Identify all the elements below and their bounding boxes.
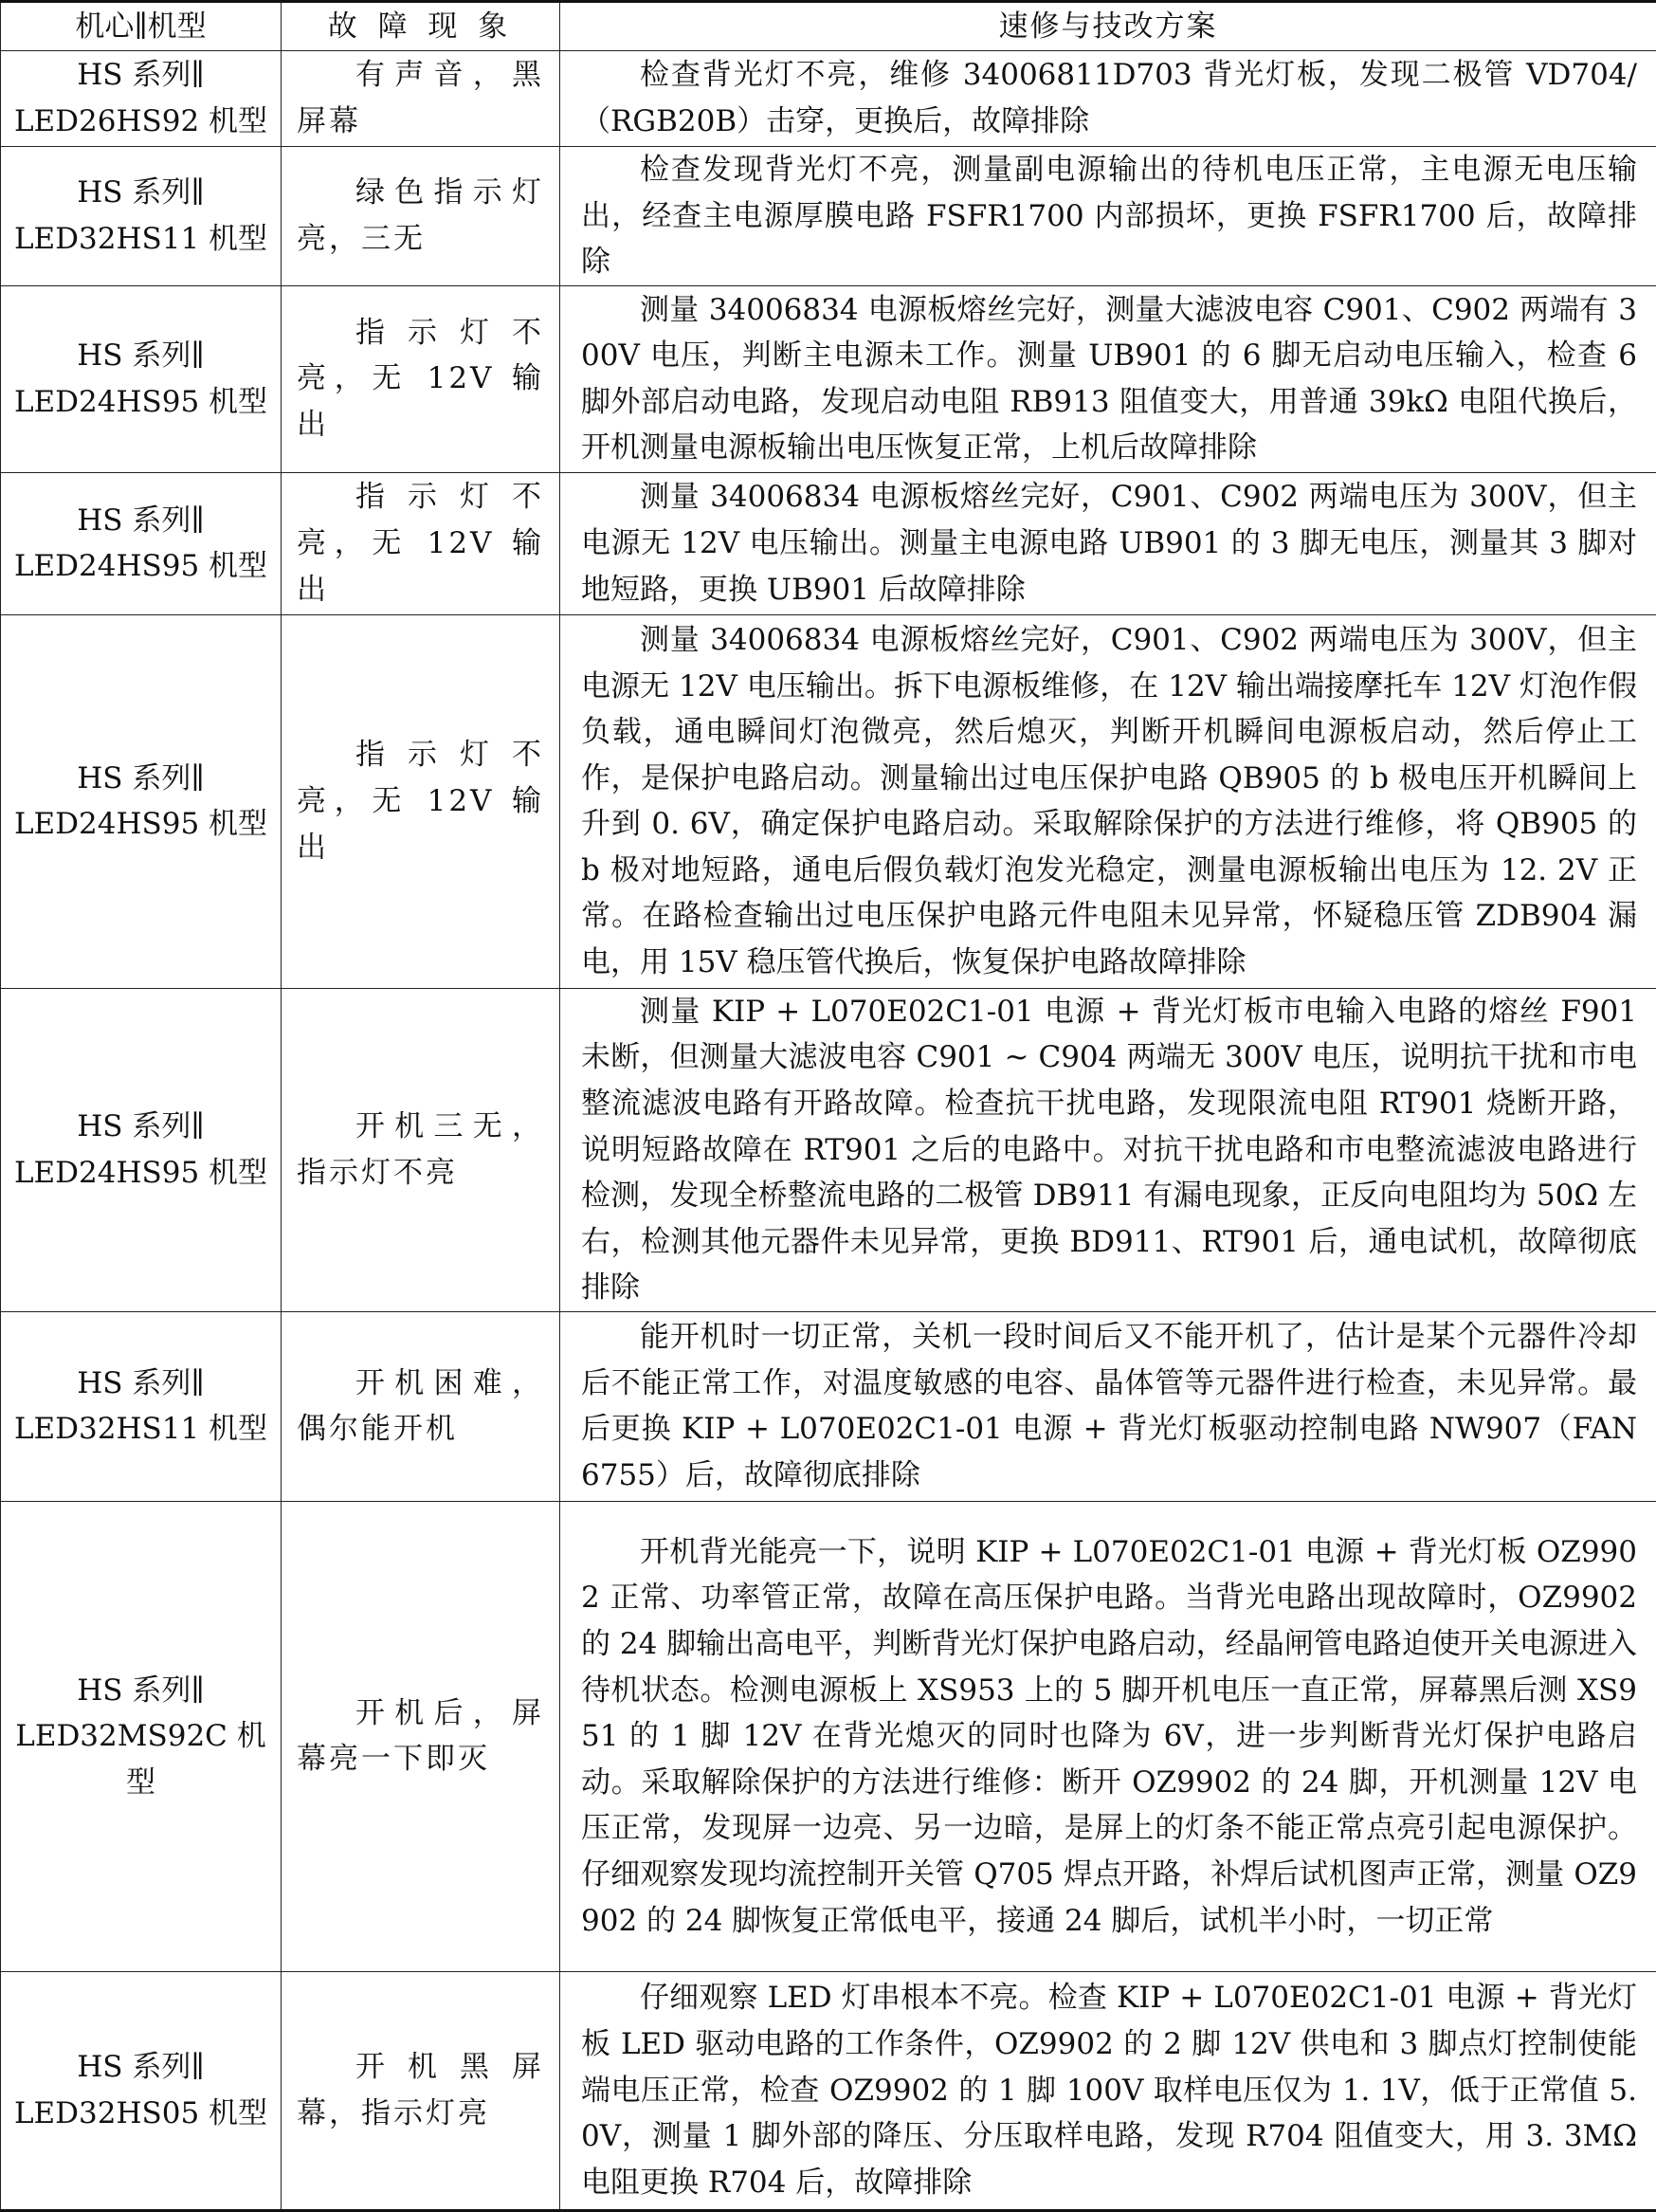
series-label: HS 系列∥ xyxy=(12,52,269,99)
model-cell xyxy=(1,1971,282,2210)
table-row xyxy=(1,1971,1656,2210)
header-fix: 速修与技改方案 xyxy=(560,2,1656,51)
series-label: HS 系列∥ xyxy=(12,2044,269,2091)
table-row xyxy=(1,147,1656,286)
series-label: HS 系列∥ xyxy=(12,1104,269,1150)
model-label: LED32HS11 机型 xyxy=(12,1406,269,1453)
fault-cell: 绿色指示灯亮，三无 xyxy=(282,147,560,286)
series-label: HS 系列∥ xyxy=(12,498,269,544)
fix-cell: 检查背光灯不亮，维修 34006811D703 背光灯板，发现二极管 VD704/（RGB20B）击穿，更换后，故障排除 xyxy=(560,51,1656,147)
series-label: HS 系列∥ xyxy=(12,756,269,802)
fault-cell: 开机黑屏幕，指示灯亮 xyxy=(282,1971,560,2210)
table-row xyxy=(1,285,1656,472)
model-cell xyxy=(1,147,282,286)
table-header xyxy=(1,2,1656,51)
fault-cell: 指示灯不亮，无 12V 输出 xyxy=(282,614,560,988)
series-label: HS 系列∥ xyxy=(12,1668,269,1714)
table-row xyxy=(1,988,1656,1311)
series-label: HS 系列∥ xyxy=(12,170,269,216)
model-cell xyxy=(1,988,282,1311)
model-label: LED26HS92 机型 xyxy=(12,99,269,145)
header-fault: 故 障 现 象 xyxy=(282,2,560,51)
model-label: LED24HS95 机型 xyxy=(12,543,269,590)
fix-cell: 测量 KIP + L070E02C1-01 电源 + 背光灯板市电输入电路的熔丝 F901 未断，但测量大滤波电容 C901 ~ C904 两端无 300V 电压，说明抗干扰和市电整流滤波电路有开路故障。检查抗干扰电路，发现限流电阻 RT901 烧断开路，说明短路故障在 RT901 之后的电路中。对抗干扰电路和市电整流滤波电路进行检测，发现全桥整流电路的二极管 DB911 有漏电现象，正反向电阻均为 50Ω 左右，检测其他元器件未见异常，更换 BD911、RT901 后，通电试机，故障彻底排除 xyxy=(560,988,1656,1311)
table-row xyxy=(1,1501,1656,1971)
fault-cell: 指示灯不亮，无 12V 输出 xyxy=(282,472,560,614)
model-cell xyxy=(1,285,282,472)
series-label: HS 系列∥ xyxy=(12,333,269,379)
table-row xyxy=(1,1311,1656,1501)
model-cell xyxy=(1,51,282,147)
model-label: LED32HS05 机型 xyxy=(12,2091,269,2137)
header-row xyxy=(1,2,1656,51)
model-cell xyxy=(1,614,282,988)
model-cell xyxy=(1,472,282,614)
model-cell xyxy=(1,1311,282,1501)
fix-cell: 测量 34006834 电源板熔丝完好，C901、C902 两端电压为 300V，但主电源无 12V 电压输出。测量主电源电路 UB901 的 3 脚无电压，测量其 3 脚对地短路，更换 UB901 后故障排除 xyxy=(560,472,1656,614)
fault-cell: 开机三无，指示灯不亮 xyxy=(282,988,560,1311)
table-row xyxy=(1,614,1656,988)
fault-cell: 指示灯不亮，无 12V 输出 xyxy=(282,285,560,472)
fix-cell: 测量 34006834 电源板熔丝完好，测量大滤波电容 C901、C902 两端有 300V 电压，判断主电源未工作。测量 UB901 的 6 脚无启动电压输入，检查 6 脚外部启动电路，发现启动电阻 RB913 阻值变大，用普通 39kΩ 电阻代换后，开机测量电源板输出电压恢复正常，上机后故障排除 xyxy=(560,285,1656,472)
fault-cell: 开机后，屏幕亮一下即灭 xyxy=(282,1501,560,1971)
table-row xyxy=(1,472,1656,614)
series-label: HS 系列∥ xyxy=(12,1361,269,1407)
model-label: LED24HS95 机型 xyxy=(12,1150,269,1197)
model-label: LED32MS92C 机型 xyxy=(12,1713,269,1805)
table-row xyxy=(1,51,1656,147)
fix-cell: 能开机时一切正常，关机一段时间后又不能开机了，估计是某个元器件冷却后不能正常工作，对温度敏感的电容、晶体管等元器件进行检查，未见异常。最后更换 KIP + L070E02C1-01 电源 + 背光灯板驱动控制电路 NW907（FAN6755）后，故障彻底排除 xyxy=(560,1311,1656,1501)
fix-cell: 开机背光能亮一下，说明 KIP + L070E02C1-01 电源 + 背光灯板 OZ9902 正常、功率管正常，故障在高压保护电路。当背光电路出现故障时，OZ9902 的 24 脚输出高电平，判断背光灯保护电路启动，经晶闸管电路迫使开关电源进入待机状态。检测电源板上 XS953 上的 5 脚开机电压一直正常，屏幕黑后测 XS951 的 1 脚 12V 在背光熄灭的同时也降为 6V，进一步判断背光灯保护电路启动。采取解除保护的方法进行维修：断开 OZ9902 的 24 脚，开机测量 12V 电压正常，发现屏一边亮、另一边暗，是屏上的灯条不能正常点亮引起电源保护。仔细观察发现均流控制开关管 Q705 焊点开路，补焊后试机图声正常，测量 OZ9902 的 24 脚恢复正常低电平，接通 24 脚后，试机半小时，一切正常 xyxy=(560,1501,1656,1971)
fault-cell: 开机困难，偶尔能开机 xyxy=(282,1311,560,1501)
model-label: LED32HS11 机型 xyxy=(12,216,269,263)
fix-cell: 仔细观察 LED 灯串根本不亮。检查 KIP + L070E02C1-01 电源 + 背光灯板 LED 驱动电路的工作条件，OZ9902 的 2 脚 12V 供电和 3 脚点灯控制使能端电压正常，检查 OZ9902 的 1 脚 100V 取样电压仅为 1. 1V，低于正常值 5. 0V，测量 1 脚外部的降压、分压取样电路，发现 R704 阻值变大，用 3. 3MΩ 电阻更换 R704 后，故障排除 xyxy=(560,1971,1656,2210)
header-model: 机心∥机型 xyxy=(1,2,282,51)
model-label: LED24HS95 机型 xyxy=(12,379,269,426)
fix-cell: 检查发现背光灯不亮，测量副电源输出的待机电压正常，主电源无电压输出，经查主电源厚膜电路 FSFR1700 内部损坏，更换 FSFR1700 后，故障排除 xyxy=(560,147,1656,286)
model-cell xyxy=(1,1501,282,1971)
model-label: LED24HS95 机型 xyxy=(12,801,269,848)
table-body xyxy=(1,51,1656,2211)
fix-cell: 测量 34006834 电源板熔丝完好，C901、C902 两端电压为 300V，但主电源无 12V 电压输出。拆下电源板维修，在 12V 输出端接摩托车 12V 灯泡作假负载，通电瞬间灯泡微亮，然后熄灭，判断开机瞬间电源板启动，然后停止工作，是保护电路启动。测量输出过电压保护电路 QB905 的 b 极电压开机瞬间上升到 0. 6V，确定保护电路启动。采取解除保护的方法进行维修，将 QB905 的 b 极对地短路，通电后假负载灯泡发光稳定，测量电源板输出电压为 12. 2V 正常。在路检查输出过电压保护电路元件电阻未见异常，怀疑稳压管 ZDB904 漏电，用 15V 稳压管代换后，恢复保护电路故障排除 xyxy=(560,614,1656,988)
fault-cell: 有声音，黑屏幕 xyxy=(282,51,560,147)
